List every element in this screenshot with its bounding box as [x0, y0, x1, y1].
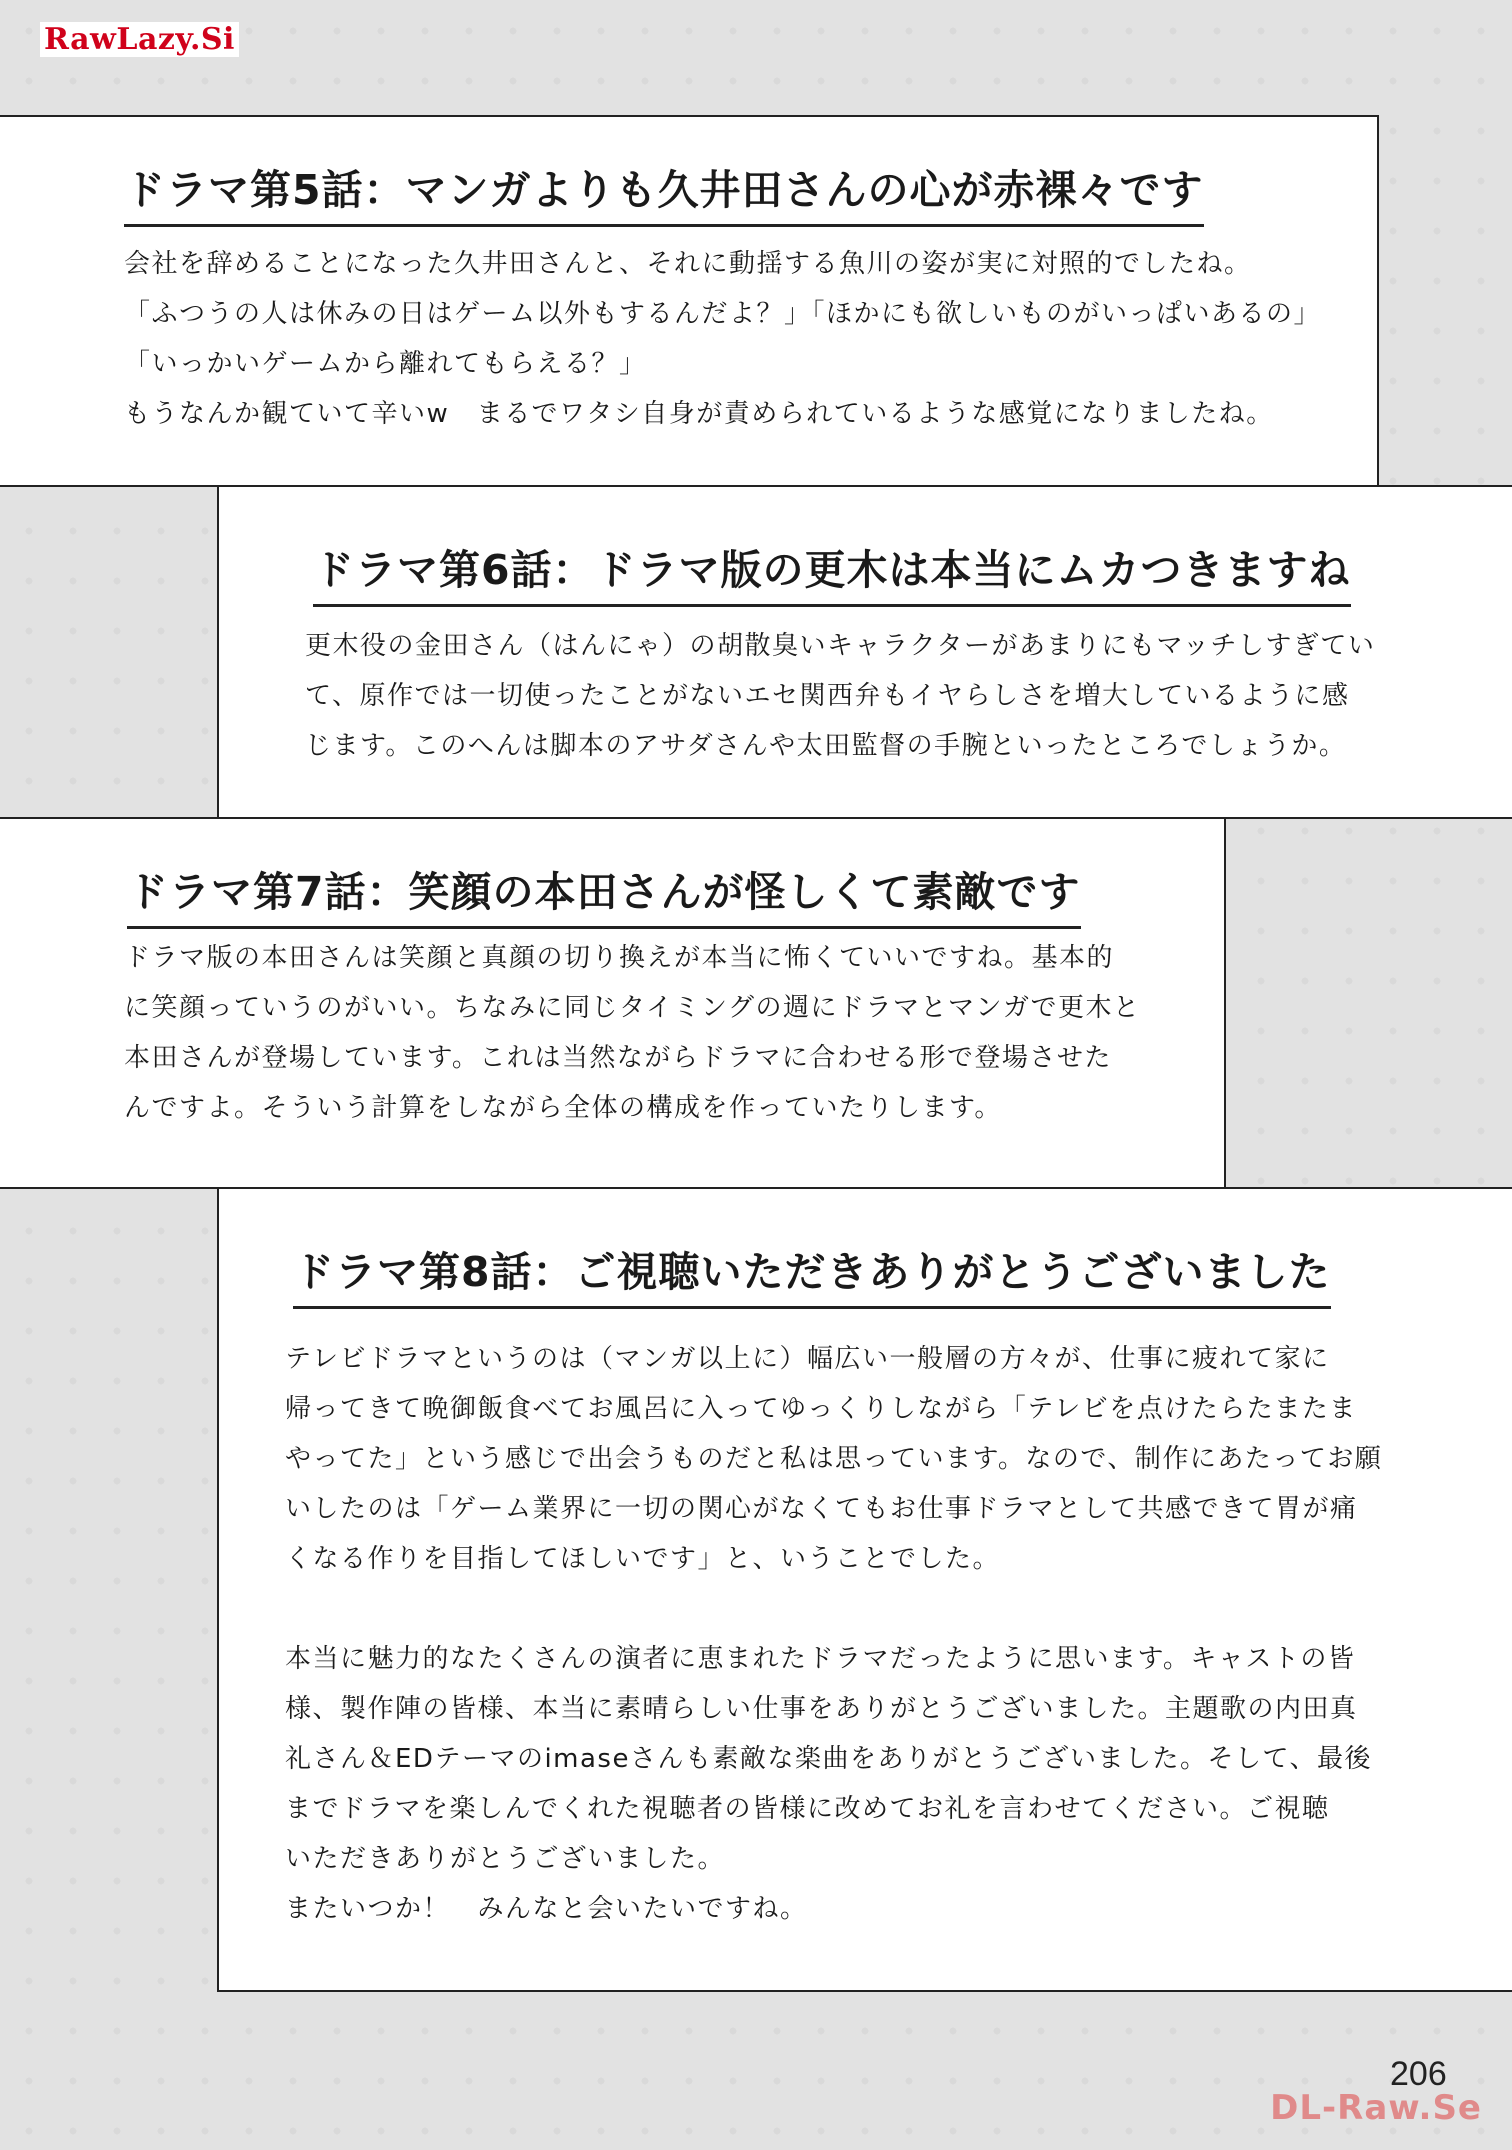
watermark-top: RawLazy.Si — [40, 22, 239, 57]
section-episode-5 — [0, 115, 1379, 487]
section-episode-7 — [0, 817, 1226, 1189]
section-title: ドラマ第7話：笑顔の本田さんが怪しくて素敵です — [127, 859, 1081, 929]
body-line: 更木役の金田さん（はんにゃ）の胡散臭いキャラクターがあまりにもマッチしすぎてい — [305, 631, 1376, 661]
body-line: じます。このへんは脚本のアサダさんや太田監督の手腕といったところでしょうか。 — [305, 731, 1347, 761]
section-episode-8 — [217, 1187, 1512, 1992]
body-line: 礼さん＆EDテーマのimaseさんも素敵な楽曲をありがとうございました。そして、最後 — [285, 1744, 1372, 1774]
body-line: ドラマ版の本田さんは笑顔と真顔の切り換えが本当に怖くていいですね。基本的 — [124, 943, 1115, 973]
body-line: 「いっかいゲームから離れてもらえる？」 — [124, 349, 647, 379]
body-line: くなる作りを目指してほしいです」と、いうことでした。 — [285, 1544, 1001, 1574]
body-line: に笑顔っていうのがいい。ちなみに同じタイミングの週にドラマとマンガで更木と — [124, 993, 1141, 1023]
section-episode-6 — [217, 485, 1512, 819]
body-line: またいつか！ みんなと会いたいですね。 — [285, 1894, 808, 1924]
body-line: て、原作では一切使ったことがないエセ関西弁もイヤらしさを増大しているように感 — [305, 681, 1350, 711]
section-title: ドラマ第8話：ご視聴いただきありがとうございました — [293, 1239, 1331, 1309]
body-line: 本当に魅力的なたくさんの演者に恵まれたドラマだったように思います。キャストの皆 — [285, 1644, 1356, 1674]
body-line: までドラマを楽しんでくれた視聴者の皆様に改めてお礼を言わせてください。ご視聴 — [285, 1794, 1330, 1824]
body-line: やってた」という感じで出会うものだと私は思っています。なので、制作にあたってお願 — [285, 1444, 1383, 1474]
body-line: んですよ。そういう計算をしながら全体の構成を作っていたりします。 — [124, 1093, 1002, 1123]
body-line: 会社を辞めることになった久井田さんと、それに動揺する魚川の姿が実に対照的でしたね。 — [124, 249, 1252, 279]
body-line: テレビドラマというのは（マンガ以上に）幅広い一般層の方々が、仕事に疲れて家に — [285, 1344, 1330, 1374]
section-body — [285, 1334, 1382, 1934]
body-line: いしたのは「ゲーム業界に一切の関心がなくてもお仕事ドラマとして共感できて胃が痛 — [285, 1494, 1358, 1524]
watermark-bottom: DL-Raw.Se — [1270, 2088, 1482, 2128]
section-title: ドラマ第6話：ドラマ版の更木は本当にムカつきますね — [313, 537, 1351, 607]
section-body — [124, 239, 1321, 439]
body-line: 帰ってきて晩御飯食べてお風呂に入ってゆっくりしながら「テレビを点けたらたまたま — [285, 1394, 1357, 1424]
body-line: いただきありがとうございました。 — [285, 1844, 726, 1874]
section-body — [124, 933, 1140, 1133]
body-line: 「ふつうの人は休みの日はゲーム以外もするんだよ？」「ほかにも欲しいものがいっぱいあるの」 — [124, 299, 1322, 329]
section-title: ドラマ第5話：マンガよりも久井田さんの心が赤裸々です — [124, 157, 1204, 227]
body-line: 本田さんが登場しています。これは当然ながらドラマに合わせる形で登場させた — [124, 1043, 1112, 1073]
page-number: 206 — [1390, 2055, 1447, 2093]
body-line: 様、製作陣の皆様、本当に素晴らしい仕事をありがとうございました。主題歌の内田真 — [285, 1694, 1358, 1724]
section-body — [305, 621, 1375, 771]
body-line: もうなんか観ていて辛いw まるでワタシ自身が責められているような感覚になりましたね。 — [124, 399, 1274, 429]
